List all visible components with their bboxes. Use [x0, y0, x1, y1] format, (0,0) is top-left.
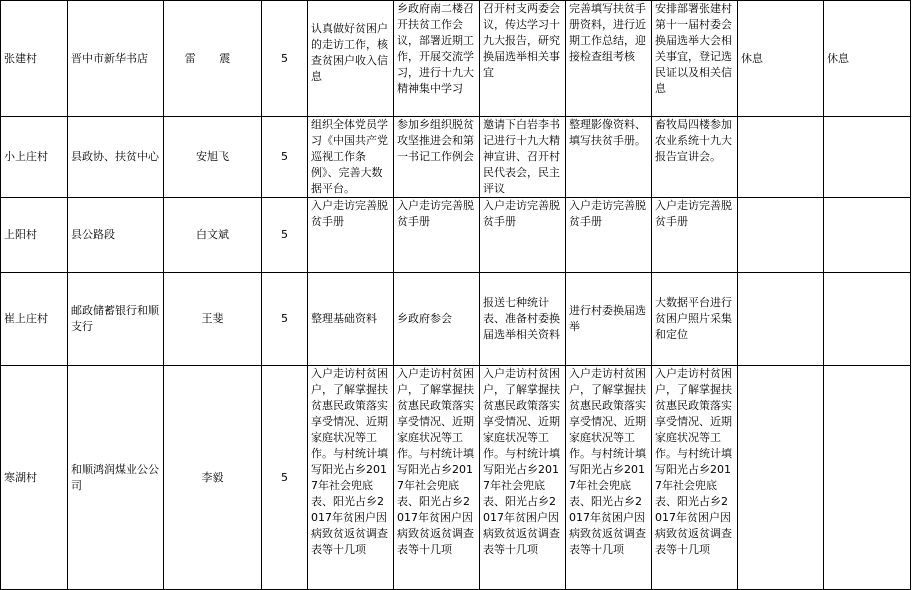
- task-cell[interactable]: 整理影像资料、填写扶贫手册。: [566, 117, 652, 198]
- task-cell[interactable]: 入户走访村贫困户，了解掌握扶贫惠民政策落实享受情况、近期家庭状况等工作。与村统计填写阳光占乡2017年社会兜底表、阳光占乡2017年贫困户因病致贫返贫调查表等十几项: [652, 366, 738, 590]
- task-cell[interactable]: 入户走访村贫困户，了解掌握扶贫惠民政策落实享受情况、近期家庭状况等工作。与村统计填写阳光占乡2017年社会兜底表、阳光占乡2017年贫困户因病致贫返贫调查表等十几项: [566, 366, 652, 590]
- task-cell[interactable]: 大数据平台进行贫困户照片采集和定位: [652, 273, 738, 366]
- task-cell[interactable]: 入户走访完善脱贫手册: [566, 198, 652, 273]
- task-cell[interactable]: 乡政府南二楼召开扶贫工作会议，部署近期工作，开展交流学习，进行十九大精神集中学习: [394, 1, 480, 117]
- days-cell[interactable]: 5: [262, 117, 308, 198]
- task-cell[interactable]: [824, 198, 911, 273]
- task-cell[interactable]: 畜牧局四楼参加农业系统十九大报告宣讲会。: [652, 117, 738, 198]
- table-row: [1, 366, 911, 590]
- task-cell[interactable]: [738, 366, 824, 590]
- days-cell[interactable]: 5: [262, 198, 308, 273]
- task-cell[interactable]: 乡政府参会: [394, 273, 480, 366]
- task-cell[interactable]: 入户走访完善脱贫手册: [308, 198, 394, 273]
- unit-cell[interactable]: 晋中市新华书店: [68, 1, 164, 117]
- days-cell[interactable]: 5: [262, 273, 308, 366]
- task-cell[interactable]: 报送七种统计表、准备村委换届选举相关资料: [480, 273, 566, 366]
- village-cell[interactable]: 上阳村: [1, 198, 68, 273]
- village-cell[interactable]: 张建村: [1, 1, 68, 117]
- village-cell[interactable]: 寒湖村: [1, 366, 68, 590]
- task-cell[interactable]: 入户走访完善脱贫手册: [652, 198, 738, 273]
- table-row: [1, 198, 911, 273]
- task-cell[interactable]: 组织全体党员学习《中国共产党巡视工作条例》、完善大数据平台。: [308, 117, 394, 198]
- task-cell[interactable]: [738, 117, 824, 198]
- task-cell[interactable]: [738, 198, 824, 273]
- unit-cell[interactable]: 邮政储蓄银行和顺支行: [68, 273, 164, 366]
- task-cell[interactable]: 召开村支两委会议，传达学习十九大报告，研究换届选举相关事宜: [480, 1, 566, 117]
- task-cell[interactable]: 入户走访村贫困户，了解掌握扶贫惠民政策落实享受情况、近期家庭状况等工作。与村统计填写阳光占乡2017年社会兜底表、阳光占乡2017年贫困户因病致贫返贫调查表等十几项: [394, 366, 480, 590]
- person-cell[interactable]: 王斐: [164, 273, 262, 366]
- task-cell[interactable]: 完善填写扶贫手册资料，进行近期工作总结，迎接检查组考核: [566, 1, 652, 117]
- person-cell[interactable]: 白文斌: [164, 198, 262, 273]
- table-row: [1, 117, 911, 198]
- task-cell[interactable]: 休息: [738, 1, 824, 117]
- task-cell[interactable]: 整理基础资料: [308, 273, 394, 366]
- task-cell[interactable]: 邀请下白岩李书记进行十九大精神宣讲、召开村民代表会，民主评议: [480, 117, 566, 198]
- task-cell[interactable]: 入户走访村贫困户，了解掌握扶贫惠民政策落实享受情况、近期家庭状况等工作。与村统计填写阳光占乡2017年社会兜底表、阳光占乡2017年贫困户因病致贫返贫调查表等十几项: [308, 366, 394, 590]
- task-cell[interactable]: 休息: [824, 1, 911, 117]
- person-cell[interactable]: 雷 震: [164, 1, 262, 117]
- task-cell[interactable]: [738, 273, 824, 366]
- village-cell[interactable]: 崔上庄村: [1, 273, 68, 366]
- task-cell[interactable]: [824, 117, 911, 198]
- unit-cell[interactable]: 和顺鸿润煤业公公司: [68, 366, 164, 590]
- task-cell[interactable]: 参加乡组织脱贫攻坚推进会和第一书记工作例会: [394, 117, 480, 198]
- unit-cell[interactable]: 县公路段: [68, 198, 164, 273]
- task-cell[interactable]: [824, 273, 911, 366]
- task-cell[interactable]: 入户走访完善脱贫手册: [480, 198, 566, 273]
- table-row: [1, 1, 911, 117]
- person-cell[interactable]: 安旭飞: [164, 117, 262, 198]
- task-cell[interactable]: 认真做好贫困户的走访工作，核查贫困户收入信息: [308, 1, 394, 117]
- task-cell[interactable]: 入户走访完善脱贫手册: [394, 198, 480, 273]
- table-row: [1, 273, 911, 366]
- days-cell[interactable]: 5: [262, 1, 308, 117]
- task-cell[interactable]: 入户走访村贫困户，了解掌握扶贫惠民政策落实享受情况、近期家庭状况等工作。与村统计填写阳光占乡2017年社会兜底表、阳光占乡2017年贫困户因病致贫返贫调查表等十几项: [480, 366, 566, 590]
- person-cell[interactable]: 李毅: [164, 366, 262, 590]
- task-cell[interactable]: [824, 366, 911, 590]
- unit-cell[interactable]: 县政协、扶贫中心: [68, 117, 164, 198]
- days-cell[interactable]: 5: [262, 366, 308, 590]
- task-cell[interactable]: 安排部署张建村第十一届村委会换届选举大会相关事宜，登记选民证以及相关信息: [652, 1, 738, 117]
- village-cell[interactable]: 小上庄村: [1, 117, 68, 198]
- task-cell[interactable]: 进行村委换届选举: [566, 273, 652, 366]
